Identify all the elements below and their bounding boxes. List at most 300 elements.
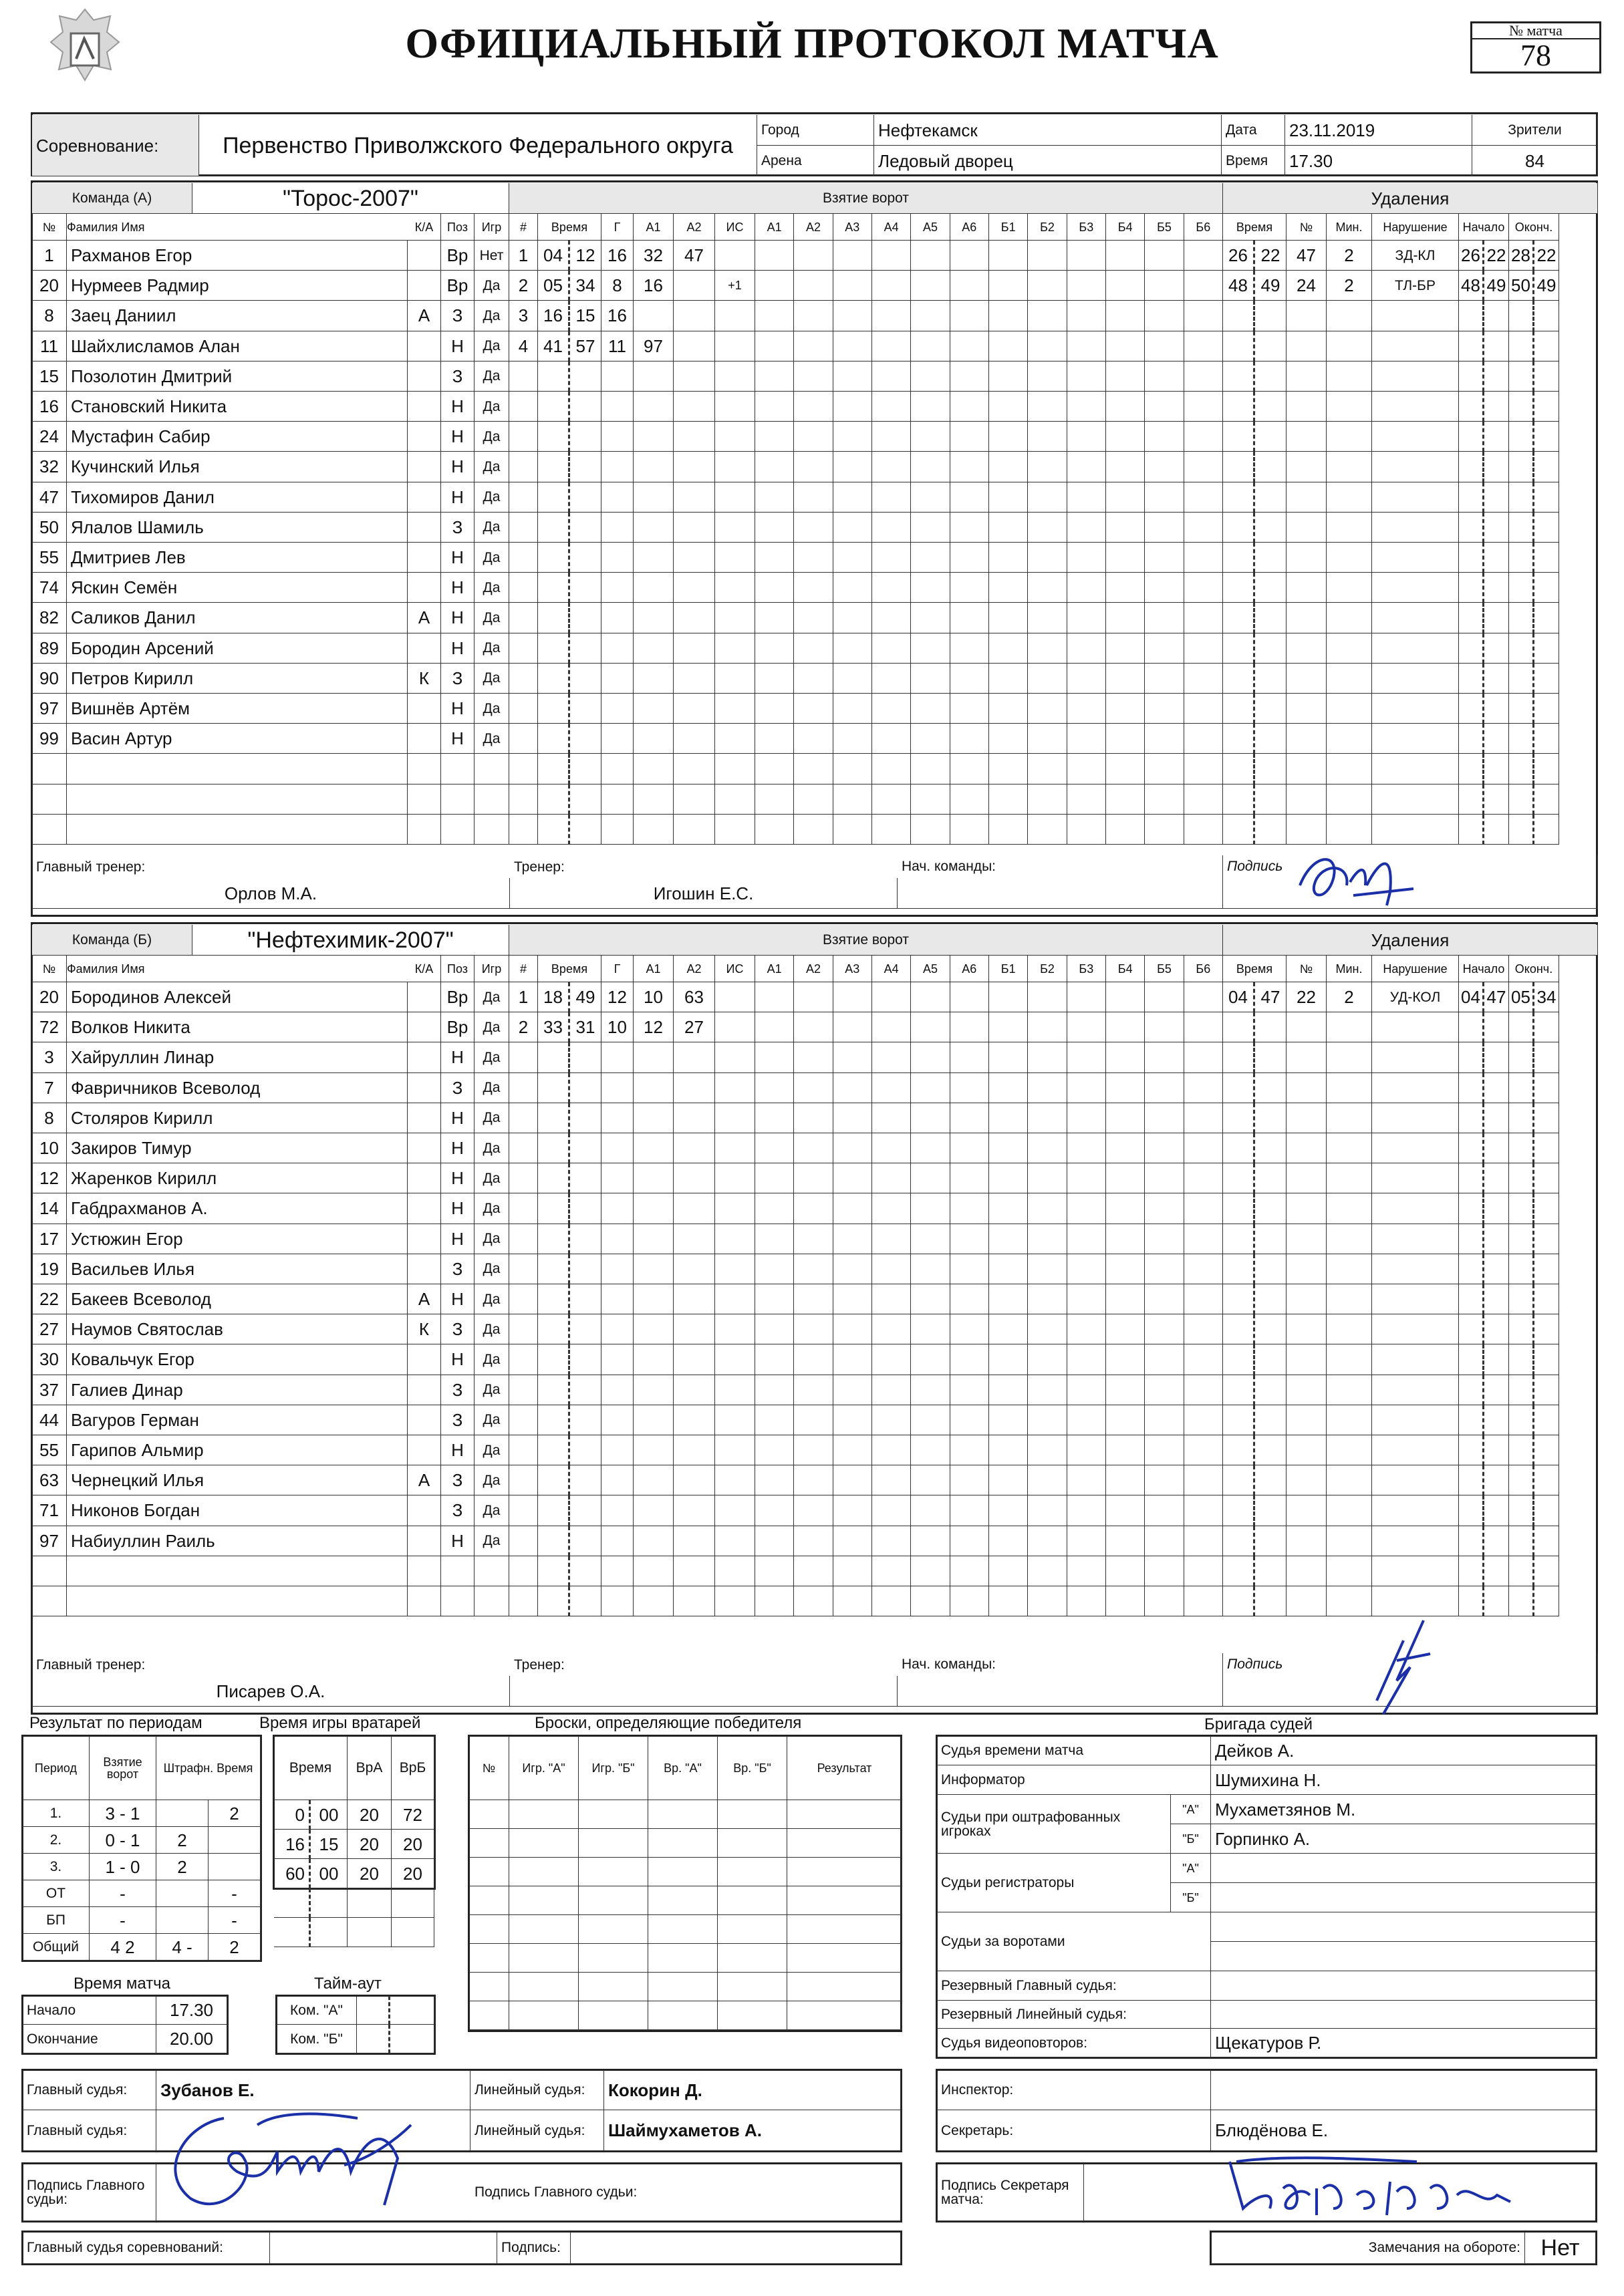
team_a-pen-end-ss bbox=[1534, 603, 1559, 633]
team_a-goal-num bbox=[509, 815, 538, 845]
team_a-goal-scorer bbox=[601, 784, 634, 815]
team_a-goal-num bbox=[509, 633, 538, 664]
team_b-goal-a2 bbox=[674, 1556, 715, 1586]
team_a-goal-num bbox=[509, 724, 538, 754]
team_b-onice-cell bbox=[1028, 1073, 1067, 1103]
team_a-onice-cell bbox=[1067, 241, 1106, 271]
team_a-hdr-name: Фамилия Имя bbox=[67, 214, 441, 241]
goalie-row-ss: 15 bbox=[311, 1830, 348, 1859]
team_a-goal-mm bbox=[538, 543, 570, 573]
secretary-signature-label: Подпись Секретаря матча: bbox=[937, 2164, 1084, 2221]
team_a-pen-mm bbox=[1223, 815, 1255, 845]
team_a-onice-cell bbox=[755, 603, 794, 633]
team_b-row-name: Столяров Кирилл bbox=[67, 1103, 408, 1133]
team_a-goal-is bbox=[715, 603, 755, 633]
team_b-goal-num bbox=[509, 1495, 538, 1526]
team_a-onice-cell bbox=[755, 513, 794, 543]
team_b-row-name: Наумов Святослав bbox=[67, 1314, 408, 1344]
team_b-pen-infraction bbox=[1372, 1526, 1459, 1556]
team_a-hdr-goal-2: Г bbox=[601, 214, 634, 241]
team_b-onice-cell bbox=[794, 1042, 833, 1072]
team_a-goal-ss bbox=[570, 754, 601, 784]
team_b-pen-ss bbox=[1255, 1042, 1287, 1072]
team_b-row-num: 71 bbox=[32, 1495, 67, 1526]
team_b-pen-end-ss bbox=[1534, 1254, 1559, 1284]
team_b-row-igr: Да bbox=[475, 1133, 509, 1163]
shootout-cell bbox=[718, 1973, 787, 2001]
team_b-onice-cell bbox=[755, 1012, 794, 1042]
period-row-goals: 1 - 0 bbox=[90, 1854, 156, 1880]
team_a-pen-start-ss bbox=[1484, 513, 1509, 543]
team_b-pen-num bbox=[1287, 1133, 1327, 1163]
team_a-pen-start-mm: 48 bbox=[1459, 271, 1484, 301]
team_a-pen-end-ss bbox=[1534, 543, 1559, 573]
team_b-row-num: 37 bbox=[32, 1375, 67, 1405]
team_a-row-igr: Да bbox=[475, 301, 509, 331]
team_b-pen-mm bbox=[1223, 1314, 1255, 1344]
team_a-onice-cell bbox=[989, 754, 1028, 784]
team_a-goal-ss bbox=[570, 784, 601, 815]
team_a-onice-cell bbox=[1106, 482, 1145, 513]
team_a-pen-infraction bbox=[1372, 301, 1459, 331]
goalie-row-mm: 60 bbox=[274, 1859, 311, 1888]
team_b-onice-cell bbox=[794, 1556, 833, 1586]
team_b-row-pos: З bbox=[441, 1375, 475, 1405]
team_b-onice-cell bbox=[755, 1314, 794, 1344]
team_b-pen-ss bbox=[1255, 1224, 1287, 1254]
team_b-row-num: 19 bbox=[32, 1254, 67, 1284]
team_b-pen-num bbox=[1287, 1495, 1327, 1526]
team_a-pen-infraction bbox=[1372, 573, 1459, 603]
team_a-goal-mm bbox=[538, 422, 570, 452]
team_a-goal-a1 bbox=[634, 392, 674, 422]
team_b-pen-start-ss bbox=[1484, 1405, 1509, 1435]
team_b-goal-num bbox=[509, 1254, 538, 1284]
team_a-row-name bbox=[67, 784, 408, 815]
team_b-onice-cell bbox=[950, 1526, 989, 1556]
team_b-onice-cell bbox=[872, 1133, 911, 1163]
team_a-onice-cell bbox=[1145, 784, 1184, 815]
team_a-pen-start-ss bbox=[1484, 422, 1509, 452]
shootout-cell bbox=[509, 1800, 579, 1829]
team_a-row-ka bbox=[408, 784, 441, 815]
team_b-onice-cell bbox=[1145, 1284, 1184, 1314]
period-goals-hdr: Взятие ворот bbox=[90, 1736, 156, 1800]
team_b-onice-cell bbox=[1145, 1405, 1184, 1435]
team_b-onice-cell bbox=[950, 1314, 989, 1344]
team_a-pen-min bbox=[1327, 543, 1372, 573]
team_b-hdr-pen-4: Начало bbox=[1459, 956, 1509, 982]
team_b-onice-cell bbox=[911, 1042, 950, 1072]
team_b-pen-end-ss bbox=[1534, 1073, 1559, 1103]
team_b-onice-cell bbox=[794, 1526, 833, 1556]
team_b-onice-cell bbox=[755, 1465, 794, 1495]
team_a-row-igr: Да bbox=[475, 573, 509, 603]
team_b-goal-is bbox=[715, 1133, 755, 1163]
team_a-goal-mm bbox=[538, 603, 570, 633]
team_a-pen-mm bbox=[1223, 724, 1255, 754]
team_a-onice-cell bbox=[1028, 754, 1067, 784]
team_a-row-igr: Да bbox=[475, 664, 509, 694]
team_b-goal-a1 bbox=[634, 1284, 674, 1314]
team_a-row-name: Васин Артур bbox=[67, 724, 408, 754]
team_b-onice-cell bbox=[989, 1314, 1028, 1344]
team_a-onice-cell bbox=[833, 543, 872, 573]
team_a-row-num: 47 bbox=[32, 482, 67, 513]
period-row-goals: 0 - 1 bbox=[90, 1827, 156, 1854]
team_a-onice-cell bbox=[755, 482, 794, 513]
team_a-goal-scorer bbox=[601, 603, 634, 633]
match-time-title: Время матча bbox=[74, 1975, 171, 1993]
team_a-pen-mm bbox=[1223, 633, 1255, 664]
goalie-row-mm: 0 bbox=[274, 1800, 311, 1830]
city-value: Нефтекамск bbox=[874, 115, 1222, 146]
team_b-row-name: Жаренков Кирилл bbox=[67, 1163, 408, 1193]
team_b-onice-cell bbox=[989, 1465, 1028, 1495]
team_b-onice-cell bbox=[989, 1163, 1028, 1193]
team_b-row-ka bbox=[408, 1163, 441, 1193]
team_a-onice-cell bbox=[1067, 331, 1106, 362]
team_b-onice-cell bbox=[794, 1103, 833, 1133]
team_b-onice-cell bbox=[794, 1133, 833, 1163]
team_b-onice-cell bbox=[833, 1133, 872, 1163]
team_b-onice-cell bbox=[1145, 1103, 1184, 1133]
team_a-hdr-goal-3: А1 bbox=[634, 214, 674, 241]
timeout-b-mm bbox=[357, 2025, 390, 2053]
team_a-goal-num bbox=[509, 452, 538, 482]
team_b-row-igr: Да bbox=[475, 1526, 509, 1556]
team_b-onice-cell bbox=[1184, 1556, 1223, 1586]
team_a-pen-start-mm bbox=[1459, 452, 1484, 482]
shootout-cell bbox=[648, 1973, 718, 2001]
team_a-onice-cell bbox=[872, 664, 911, 694]
team_a-pen-ss bbox=[1255, 482, 1287, 513]
shootout-hdr-0: № bbox=[469, 1736, 509, 1800]
period-row-pim-a bbox=[156, 1880, 209, 1907]
team_a-onice-cell bbox=[950, 331, 989, 362]
team_a-goal-is bbox=[715, 543, 755, 573]
team_b-pen-min bbox=[1327, 1224, 1372, 1254]
team_b-team-chief-label: Нач. команды: bbox=[898, 1653, 1223, 1707]
team_a-goal-ss bbox=[570, 573, 601, 603]
team_a-onice-cell bbox=[1145, 241, 1184, 271]
team_a-row-name: Рахманов Егор bbox=[67, 241, 408, 271]
team_b-row-pos: Н bbox=[441, 1344, 475, 1375]
team_a-pen-min bbox=[1327, 301, 1372, 331]
team_a-pen-infraction: ЗД-КЛ bbox=[1372, 241, 1459, 271]
team_b-goal-scorer bbox=[601, 1163, 634, 1193]
team_a-row-igr: Да bbox=[475, 452, 509, 482]
team_b-goal-mm bbox=[538, 1284, 570, 1314]
goal-judges-label: Судьи за воротами bbox=[937, 1912, 1211, 1971]
team_a-pen-end-mm: 28 bbox=[1509, 241, 1534, 271]
reserve-line bbox=[1211, 2001, 1596, 2029]
team_a-goal-a1 bbox=[634, 362, 674, 392]
team_b-row-igr: Да bbox=[475, 1012, 509, 1042]
team_a-pen-ss bbox=[1255, 784, 1287, 815]
team_a-goal-scorer: 8 bbox=[601, 271, 634, 301]
team_b-pen-infraction bbox=[1372, 1405, 1459, 1435]
team_b-onice-cell bbox=[1106, 1405, 1145, 1435]
team_b-onice-cell bbox=[1028, 1435, 1067, 1465]
team_a-hdr-onice-3: А4 bbox=[872, 214, 911, 241]
team_b-pen-infraction: УД-КОЛ bbox=[1372, 982, 1459, 1012]
reg-a-tag: "А" bbox=[1171, 1854, 1211, 1883]
team_a-onice-cell bbox=[1106, 362, 1145, 392]
shootout-cell bbox=[787, 1829, 902, 1858]
team_a-onice-cell bbox=[989, 392, 1028, 422]
team_b-onice-cell bbox=[1028, 1254, 1067, 1284]
team_a-pen-min bbox=[1327, 422, 1372, 452]
team_b-row-name: Устюжин Егор bbox=[67, 1224, 408, 1254]
shootout-cell bbox=[509, 1973, 579, 2001]
team_b-onice-cell bbox=[950, 982, 989, 1012]
team_b-onice-cell bbox=[1067, 1344, 1106, 1375]
team_b-goal-scorer bbox=[601, 1435, 634, 1465]
team_b-row-igr: Да bbox=[475, 1103, 509, 1133]
team_a-row-igr: Да bbox=[475, 271, 509, 301]
team_a-onice-cell bbox=[989, 815, 1028, 845]
team_a-row-ka bbox=[408, 331, 441, 362]
team_a-goal-a1 bbox=[634, 301, 674, 331]
team_a-goal-a2 bbox=[674, 603, 715, 633]
team_a-pen-start-mm bbox=[1459, 815, 1484, 845]
team_b-onice-cell bbox=[755, 1586, 794, 1616]
team_a-pen-infraction bbox=[1372, 754, 1459, 784]
team_b-goal-ss bbox=[570, 1103, 601, 1133]
team_a-onice-cell bbox=[1067, 452, 1106, 482]
team_b-row-num: 63 bbox=[32, 1465, 67, 1495]
team_a-goal-num bbox=[509, 422, 538, 452]
team_b-onice-cell bbox=[872, 1284, 911, 1314]
team_a-pen-end-ss bbox=[1534, 392, 1559, 422]
team_b-onice-cell bbox=[950, 1042, 989, 1072]
team_b-row-igr: Да bbox=[475, 1465, 509, 1495]
team_a-pen-end-ss bbox=[1534, 573, 1559, 603]
team_b-goal-a1 bbox=[634, 1193, 674, 1224]
team_a-onice-cell bbox=[1184, 241, 1223, 271]
team_a-row-ka bbox=[408, 815, 441, 845]
team_b-onice-cell bbox=[1145, 1375, 1184, 1405]
team_b-onice-cell bbox=[872, 1495, 911, 1526]
team_a-onice-cell bbox=[950, 694, 989, 724]
team_a-onice-cell bbox=[1145, 513, 1184, 543]
team_b-pen-min bbox=[1327, 1405, 1372, 1435]
team_a-row-ka bbox=[408, 513, 441, 543]
period-row-label: ОТ bbox=[23, 1880, 90, 1907]
team_a-onice-cell bbox=[872, 362, 911, 392]
team_a-pen-infraction bbox=[1372, 543, 1459, 573]
team_b-hdr-onice-8: Б3 bbox=[1067, 956, 1106, 982]
team_a-goal-ss bbox=[570, 633, 601, 664]
team_b-pen-num bbox=[1287, 1314, 1327, 1344]
team_a-goal-a2 bbox=[674, 633, 715, 664]
team_b-onice-cell bbox=[833, 1344, 872, 1375]
team_b-row-pos: З bbox=[441, 1254, 475, 1284]
team_b-goal-is bbox=[715, 1405, 755, 1435]
team_a-pen-start-ss bbox=[1484, 392, 1509, 422]
team_a-goal-ss: 15 bbox=[570, 301, 601, 331]
team_a-onice-cell bbox=[755, 633, 794, 664]
team_a-onice-cell bbox=[1106, 271, 1145, 301]
team_b-pen-mm bbox=[1223, 1344, 1255, 1375]
team_b-goal-a2 bbox=[674, 1495, 715, 1526]
goalie-a-hdr: ВрА bbox=[348, 1736, 392, 1800]
team_a-onice-cell bbox=[989, 573, 1028, 603]
team_a-row-num: 16 bbox=[32, 392, 67, 422]
team_a-pen-num bbox=[1287, 664, 1327, 694]
team_a-pen-num bbox=[1287, 482, 1327, 513]
match-end-label: Окончание bbox=[23, 2025, 156, 2053]
team_b-goal-is bbox=[715, 1284, 755, 1314]
team_a-goal-is bbox=[715, 724, 755, 754]
team_b-pen-end-ss: 34 bbox=[1534, 982, 1559, 1012]
team_b-row-igr: Да bbox=[475, 1193, 509, 1224]
team_b-hdr-goal-1: Время bbox=[538, 956, 601, 982]
team_a-pen-ss bbox=[1255, 543, 1287, 573]
team_a-onice-cell bbox=[989, 664, 1028, 694]
team_b-pen-min bbox=[1327, 1556, 1372, 1586]
team_a-onice-cell bbox=[1106, 633, 1145, 664]
period-row-pim-b: 2 bbox=[209, 1934, 261, 1961]
team_b-pen-end-mm bbox=[1509, 1375, 1534, 1405]
team_a-hdr-onice-9: Б4 bbox=[1106, 214, 1145, 241]
team_a-hdr-goal-1: Время bbox=[538, 214, 601, 241]
team_a-pen-end-ss bbox=[1534, 482, 1559, 513]
shootout-cell bbox=[579, 1858, 648, 1886]
team_a-onice-cell bbox=[833, 331, 872, 362]
match-number: 78 bbox=[1520, 38, 1551, 72]
team_b-goal-scorer bbox=[601, 1254, 634, 1284]
team_b-pen-start-mm bbox=[1459, 1556, 1484, 1586]
team_a-onice-cell bbox=[989, 452, 1028, 482]
team_a-onice-cell bbox=[1067, 271, 1106, 301]
team_a-goal-a1 bbox=[634, 694, 674, 724]
team_b-onice-cell bbox=[755, 1405, 794, 1435]
team_b-onice-cell bbox=[1106, 1193, 1145, 1224]
team_b-row-ka bbox=[408, 1224, 441, 1254]
team_b-onice-cell bbox=[833, 1193, 872, 1224]
team_b-row-name: Набиуллин Раиль bbox=[67, 1526, 408, 1556]
team_a-onice-cell bbox=[755, 362, 794, 392]
team_a-goal-num bbox=[509, 362, 538, 392]
team_a-row-igr: Да bbox=[475, 543, 509, 573]
team_b-onice-cell bbox=[950, 1344, 989, 1375]
team_b-onice-cell bbox=[950, 1284, 989, 1314]
team_a-goal-scorer: 16 bbox=[601, 301, 634, 331]
team_a-pen-end-ss bbox=[1534, 301, 1559, 331]
team_b-pen-min bbox=[1327, 1314, 1372, 1344]
team_a-pen-num bbox=[1287, 633, 1327, 664]
team_b-onice-cell bbox=[1145, 1344, 1184, 1375]
team_b-pen-end-ss bbox=[1534, 1042, 1559, 1072]
shootout-cell bbox=[648, 1886, 718, 1915]
team_b-goal-a1 bbox=[634, 1586, 674, 1616]
team_b-head-coach: Писарев О.А. bbox=[32, 1676, 510, 1707]
team_b-pen-min bbox=[1327, 1073, 1372, 1103]
timeout-b-ss bbox=[390, 2025, 434, 2053]
team_b-onice-cell bbox=[989, 1073, 1028, 1103]
team_b-pen-infraction bbox=[1372, 1495, 1459, 1526]
team_b-goal-mm bbox=[538, 1526, 570, 1556]
team_b-pen-ss bbox=[1255, 1163, 1287, 1193]
team_a-onice-cell bbox=[1067, 573, 1106, 603]
team_b-row-num: 97 bbox=[32, 1526, 67, 1556]
shootout-title: Броски, определяющие победителя bbox=[535, 1714, 802, 1732]
team_a-onice-cell bbox=[872, 452, 911, 482]
team_b-onice-cell bbox=[1106, 1526, 1145, 1556]
team_b-goal-mm bbox=[538, 1224, 570, 1254]
team_b-row-ka: А bbox=[408, 1284, 441, 1314]
team_b-pen-mm bbox=[1223, 1103, 1255, 1133]
team_b-onice-cell bbox=[1184, 1405, 1223, 1435]
team_b-pen-start-ss bbox=[1484, 1284, 1509, 1314]
team_b-row-name: Волков Никита bbox=[67, 1012, 408, 1042]
team_a-row-name: Дмитриев Лев bbox=[67, 543, 408, 573]
team_b-onice-cell bbox=[872, 1163, 911, 1193]
team_b-onice-cell bbox=[1145, 1254, 1184, 1284]
team_b-onice-cell bbox=[872, 1405, 911, 1435]
team_b-pen-ss bbox=[1255, 1375, 1287, 1405]
team_a-goal-scorer bbox=[601, 543, 634, 573]
team_b-onice-cell bbox=[1106, 1012, 1145, 1042]
spectators-label: Зрители bbox=[1472, 115, 1598, 146]
team_a-onice-cell bbox=[872, 815, 911, 845]
team_a-goal-ss bbox=[570, 815, 601, 845]
team_b-row-pos: З bbox=[441, 1405, 475, 1435]
team_a-onice-cell bbox=[872, 392, 911, 422]
team_a-row-igr: Да bbox=[475, 633, 509, 664]
team_a-goal-a2 bbox=[674, 513, 715, 543]
shootout-cell bbox=[718, 1886, 787, 1915]
team_b-row-pos: З bbox=[441, 1073, 475, 1103]
period-row-pim-a: 2 bbox=[156, 1854, 209, 1880]
team_b-onice-cell bbox=[755, 1133, 794, 1163]
team_b-pen-min bbox=[1327, 1284, 1372, 1314]
team_b-onice-cell bbox=[911, 1405, 950, 1435]
team_b-pen-start-ss bbox=[1484, 1435, 1509, 1465]
team_b-onice-cell bbox=[950, 1465, 989, 1495]
team_a-onice-cell bbox=[1184, 573, 1223, 603]
team_a-onice-cell bbox=[755, 724, 794, 754]
team_b-onice-cell bbox=[1067, 1224, 1106, 1254]
team_b-goal-ss bbox=[570, 1254, 601, 1284]
informer-label: Информатор bbox=[937, 1765, 1211, 1795]
team_b-row-num: 10 bbox=[32, 1133, 67, 1163]
team_b-goal-ss bbox=[570, 1284, 601, 1314]
team_a-onice-cell bbox=[1184, 724, 1223, 754]
team_a-onice-cell bbox=[911, 543, 950, 573]
team_a-row-igr: Да bbox=[475, 392, 509, 422]
team_a-onice-cell bbox=[872, 543, 911, 573]
team_a-onice-cell bbox=[911, 331, 950, 362]
team_b-goal-ss bbox=[570, 1344, 601, 1375]
team_a-onice-cell bbox=[1184, 331, 1223, 362]
team_b-onice-cell bbox=[1028, 1405, 1067, 1435]
shootout-cell bbox=[509, 1858, 579, 1886]
spectators-value: 84 bbox=[1472, 146, 1598, 176]
team_a-pen-mm: 48 bbox=[1223, 271, 1255, 301]
team_b-onice-cell bbox=[872, 1254, 911, 1284]
team_b-onice-cell bbox=[833, 982, 872, 1012]
team_a-onice-cell bbox=[1145, 301, 1184, 331]
team_a-goal-num: 2 bbox=[509, 271, 538, 301]
team_a-goal-num bbox=[509, 694, 538, 724]
team_b-row-name: Чернецкий Илья bbox=[67, 1465, 408, 1495]
team_b-pen-num bbox=[1287, 1103, 1327, 1133]
team_b-goal-mm bbox=[538, 1103, 570, 1133]
team_b-goal-ss bbox=[570, 1314, 601, 1344]
